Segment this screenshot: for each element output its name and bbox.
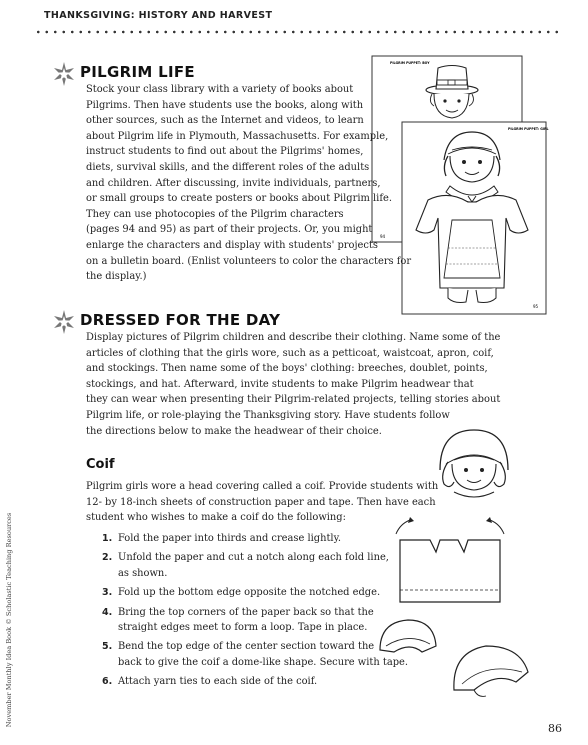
- text-line: the display.): [86, 271, 147, 283]
- boy-card-page: 94: [380, 234, 386, 239]
- step-number: 1.: [102, 533, 113, 544]
- step-text: straight edges meet to form a loop. Tape in place.: [118, 622, 368, 634]
- text-line: articles of clothing that the girls wore, such as a petticoat, waistcoat, apron, coif,: [86, 347, 494, 359]
- step-number: 2.: [102, 552, 113, 564]
- step-text: Fold up the bottom edge opposite the notched edge.: [118, 587, 381, 599]
- text-line: the directions below to make the headwear of their choice.: [86, 425, 382, 437]
- text-line: on a bulletin board. (Enlist volunteers to color the characters for: [86, 255, 412, 267]
- text-line: instruct students to find out about the Pilgrims' homes,: [86, 146, 364, 158]
- girl-in-coif-illustration: [432, 424, 514, 498]
- text-line: 12- by 18-inch sheets of construction paper and tape. Then have each: [86, 496, 436, 508]
- text-line: (pages 94 and 95) as part of their projects. Or, you might: [86, 224, 373, 236]
- section-heading-pilgrim-life: PILGRIM LIFE: [80, 63, 195, 81]
- step-text: as shown.: [118, 567, 168, 579]
- text-line: Pilgrim life, or role-playing the Thanksgiving story. Have students follow: [86, 409, 450, 421]
- text-line: or small groups to create posters or books about Pilgrim life.: [86, 193, 392, 205]
- pilgrim-girl-card: [402, 122, 549, 314]
- step-number: 3.: [102, 587, 113, 599]
- text-line: Pilgrims. Then have students use the books, along with: [86, 99, 364, 111]
- step-item: [102, 639, 408, 670]
- girl-card-page: 95: [533, 304, 539, 309]
- step-text: back to give the coif a dome-like shape. Secure with tape.: [118, 656, 409, 668]
- section-heading-dressed-for-the-day: DRESSED FOR THE DAY: [80, 311, 281, 329]
- text-line: about Pilgrim life in Plymouth, Massachusetts. For example,: [86, 130, 389, 142]
- coif-subheading: Coif: [86, 457, 115, 472]
- step-text: Bring the top corners of the paper back so that the: [118, 606, 374, 618]
- step-number: 5.: [102, 641, 113, 653]
- text-line: Stock your class library with a variety of books about: [86, 84, 354, 95]
- coif-shaping-diagram: [374, 612, 540, 704]
- running-head: THANKSGIVING: HISTORY AND HARVEST: [44, 10, 273, 21]
- step-item: [102, 585, 408, 600]
- text-line: diets, survival skills, and the different roles of the adults: [86, 161, 370, 173]
- notched-paper-diagram: [392, 516, 508, 608]
- text-line: and children. After discussing, invite individuals, partners,: [86, 177, 381, 189]
- side-credit-text: November Monthly Idea Book © Scholastic Teaching Resources: [5, 512, 13, 727]
- coif-steps-list: [102, 531, 408, 694]
- text-line: They can use photocopies of the Pilgrim characters: [86, 208, 344, 220]
- text-line: they can wear when presenting their Pilgrim-related projects, telling stories about: [86, 394, 501, 406]
- coif-intro-paragraph: [86, 479, 438, 526]
- step-item: [102, 531, 408, 546]
- step-text: Attach yarn ties to each side of the coif.: [118, 676, 318, 688]
- step-item: [102, 674, 408, 689]
- step-text: Fold the paper into thirds and crease lightly.: [118, 533, 341, 544]
- girl-card-label: PILGRIM PUPPET: GIRL: [508, 127, 549, 131]
- step-text: Bend the top edge of the center section toward the: [118, 641, 375, 653]
- step-number: 6.: [102, 676, 113, 688]
- text-line: stockings, and hat. Afterward, invite students to make Pilgrim headwear that: [86, 378, 474, 390]
- text-line: student who wishes to make a coif do the following:: [86, 512, 346, 524]
- step-item: [102, 550, 408, 581]
- dressed-paragraph: [86, 330, 500, 439]
- side-credit: [2, 512, 16, 727]
- pilgrim-life-paragraph: [86, 82, 411, 285]
- text-line: enlarge the characters and display with students' projects: [86, 239, 378, 251]
- star-icon: [52, 310, 76, 334]
- text-line: Pilgrim girls wore a head covering called a coif. Provide students with: [86, 481, 439, 492]
- step-text: Unfold the paper and cut a notch along each fold line,: [118, 552, 389, 564]
- text-line: and stockings. Then name some of the boys' clothing: breeches, doublet, points,: [86, 363, 488, 375]
- text-line: other sources, such as the Internet and videos, to learn: [86, 115, 364, 127]
- step-item: [102, 605, 408, 636]
- text-line: Display pictures of Pilgrim children and describe their clothing. Name some of the: [86, 332, 501, 343]
- boy-card-label: PILGRIM PUPPET: BOY: [390, 61, 430, 65]
- dotted-divider: [34, 30, 558, 34]
- star-icon: [52, 62, 76, 86]
- page-number: 86: [548, 722, 562, 735]
- step-number: 4.: [102, 606, 113, 618]
